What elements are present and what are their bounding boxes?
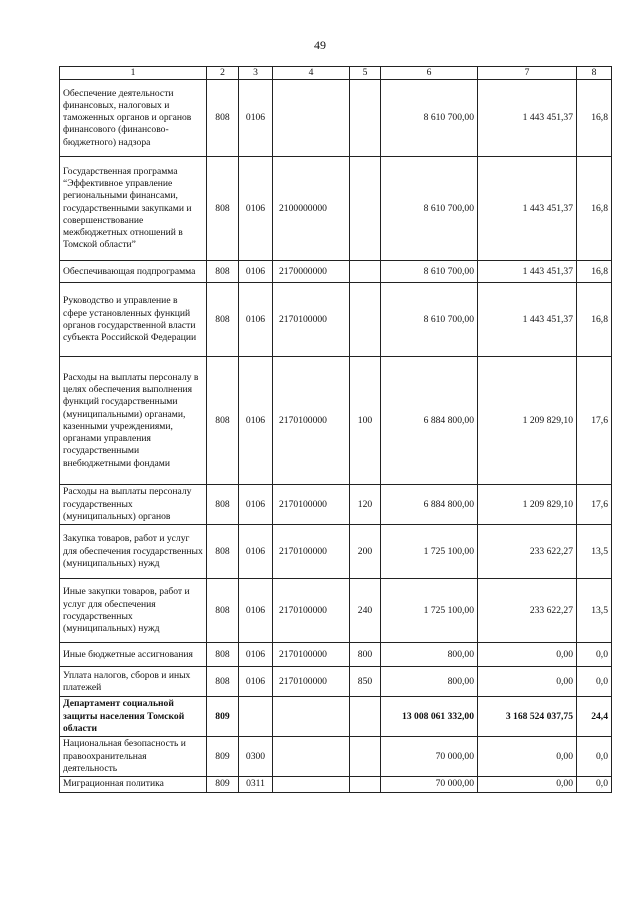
name-cell: Расходы на выплаты персоналу государственных (муниципальных) органов <box>60 485 207 525</box>
plan-cell: 8 610 700,00 <box>381 283 478 357</box>
executed-cell: 0,00 <box>478 737 577 777</box>
admin-code-cell: 809 <box>207 697 239 737</box>
executed-cell: 233 622,27 <box>478 525 577 579</box>
name-cell: Миграционная политика <box>60 777 207 792</box>
admin-code-cell: 809 <box>207 777 239 792</box>
table-row <box>60 643 612 667</box>
expense-type-cell: 240 <box>350 579 381 643</box>
section-cell: 0106 <box>239 157 273 261</box>
expense-type-cell <box>350 80 381 157</box>
plan-cell: 6 884 800,00 <box>381 485 478 525</box>
section-cell: 0300 <box>239 737 273 777</box>
target-article-cell <box>273 777 350 792</box>
name-cell: Руководство и управление в сфере установленных функций органов государственной власти субъекта Российской Федерации <box>60 283 207 357</box>
section-cell: 0106 <box>239 357 273 485</box>
name-cell: Государственная программа “Эффективное управление региональными финансами, государственными закупками и совершенствование межбюджетных отношений в Томской области” <box>60 157 207 261</box>
expense-type-cell <box>350 777 381 792</box>
expense-type-cell <box>350 157 381 261</box>
table-row <box>60 261 612 283</box>
target-article-cell: 2170100000 <box>273 283 350 357</box>
header-row <box>60 67 612 80</box>
expense-type-cell <box>350 697 381 737</box>
section-cell <box>239 697 273 737</box>
executed-cell: 0,00 <box>478 667 577 697</box>
target-article-cell: 2170100000 <box>273 525 350 579</box>
name-cell: Департамент социальной защиты населения Томской области <box>60 697 207 737</box>
table-row <box>60 667 612 697</box>
admin-code-cell: 808 <box>207 525 239 579</box>
table-row <box>60 777 612 792</box>
expense-type-cell: 850 <box>350 667 381 697</box>
expense-type-cell: 800 <box>350 643 381 667</box>
expense-type-cell: 100 <box>350 357 381 485</box>
target-article-cell: 2170100000 <box>273 667 350 697</box>
plan-cell: 8 610 700,00 <box>381 261 478 283</box>
admin-code-cell: 808 <box>207 80 239 157</box>
name-cell: Иные бюджетные ассигнования <box>60 643 207 667</box>
target-article-cell: 2170100000 <box>273 485 350 525</box>
table-row <box>60 579 612 643</box>
plan-cell: 70 000,00 <box>381 777 478 792</box>
executed-cell: 3 168 524 037,75 <box>478 697 577 737</box>
percent-cell: 16,8 <box>577 283 612 357</box>
executed-cell: 1 443 451,37 <box>478 80 577 157</box>
expense-type-cell <box>350 737 381 777</box>
expense-type-cell <box>350 283 381 357</box>
executed-cell: 233 622,27 <box>478 579 577 643</box>
header-cell: 4 <box>273 67 350 80</box>
target-article-cell: 2100000000 <box>273 157 350 261</box>
table-row <box>60 525 612 579</box>
table-row <box>60 283 612 357</box>
header-cell: 6 <box>381 67 478 80</box>
target-article-cell: 2170000000 <box>273 261 350 283</box>
target-article-cell: 2170100000 <box>273 357 350 485</box>
plan-cell: 1 725 100,00 <box>381 525 478 579</box>
percent-cell: 16,8 <box>577 261 612 283</box>
header-cell: 8 <box>577 67 612 80</box>
admin-code-cell: 809 <box>207 737 239 777</box>
executed-cell: 1 443 451,37 <box>478 283 577 357</box>
table-row <box>60 737 612 777</box>
name-cell: Закупка товаров, работ и услуг для обеспечения государственных (муниципальных) нужд <box>60 525 207 579</box>
plan-cell: 8 610 700,00 <box>381 157 478 261</box>
admin-code-cell: 808 <box>207 579 239 643</box>
section-cell: 0106 <box>239 261 273 283</box>
table-row <box>60 697 612 737</box>
table-row <box>60 80 612 157</box>
budget-table <box>59 66 612 793</box>
target-article-cell <box>273 737 350 777</box>
name-cell: Национальная безопасность и правоохранительная деятельность <box>60 737 207 777</box>
table-row <box>60 157 612 261</box>
admin-code-cell: 808 <box>207 157 239 261</box>
target-article-cell: 2170100000 <box>273 579 350 643</box>
table-row <box>60 485 612 525</box>
admin-code-cell: 808 <box>207 643 239 667</box>
target-article-cell <box>273 697 350 737</box>
header-cell: 5 <box>350 67 381 80</box>
expense-type-cell: 200 <box>350 525 381 579</box>
name-cell: Обеспечение деятельности финансовых, налоговых и таможенных органов и органов финансового (финансово-бюджетного) надзора <box>60 80 207 157</box>
executed-cell: 1 443 451,37 <box>478 157 577 261</box>
executed-cell: 1 209 829,10 <box>478 485 577 525</box>
percent-cell: 16,8 <box>577 80 612 157</box>
section-cell: 0106 <box>239 525 273 579</box>
admin-code-cell: 808 <box>207 667 239 697</box>
percent-cell: 0,0 <box>577 737 612 777</box>
percent-cell: 0,0 <box>577 777 612 792</box>
name-cell: Уплата налогов, сборов и иных платежей <box>60 667 207 697</box>
section-cell: 0106 <box>239 579 273 643</box>
table-row <box>60 357 612 485</box>
plan-cell: 1 725 100,00 <box>381 579 478 643</box>
section-cell: 0106 <box>239 485 273 525</box>
section-cell: 0106 <box>239 283 273 357</box>
percent-cell: 13,5 <box>577 525 612 579</box>
percent-cell: 16,8 <box>577 157 612 261</box>
section-cell: 0311 <box>239 777 273 792</box>
plan-cell: 800,00 <box>381 667 478 697</box>
section-cell: 0106 <box>239 667 273 697</box>
header-cell: 7 <box>478 67 577 80</box>
admin-code-cell: 808 <box>207 283 239 357</box>
target-article-cell: 2170100000 <box>273 643 350 667</box>
executed-cell: 1 209 829,10 <box>478 357 577 485</box>
executed-cell: 0,00 <box>478 777 577 792</box>
admin-code-cell: 808 <box>207 261 239 283</box>
header-cell: 1 <box>60 67 207 80</box>
executed-cell: 0,00 <box>478 643 577 667</box>
plan-cell: 8 610 700,00 <box>381 80 478 157</box>
name-cell: Обеспечивающая подпрограмма <box>60 261 207 283</box>
section-cell: 0106 <box>239 80 273 157</box>
name-cell: Расходы на выплаты персоналу в целях обеспечения выполнения функций государственными (муниципальными) органами, казенными учреждениями, органами управления государственными внебюджетными фондами <box>60 357 207 485</box>
expense-type-cell: 120 <box>350 485 381 525</box>
section-cell: 0106 <box>239 643 273 667</box>
target-article-cell <box>273 80 350 157</box>
percent-cell: 13,5 <box>577 579 612 643</box>
header-cell: 2 <box>207 67 239 80</box>
percent-cell: 0,0 <box>577 643 612 667</box>
plan-cell: 70 000,00 <box>381 737 478 777</box>
percent-cell: 0,0 <box>577 667 612 697</box>
expense-type-cell <box>350 261 381 283</box>
percent-cell: 17,6 <box>577 357 612 485</box>
plan-cell: 800,00 <box>381 643 478 667</box>
header-cell: 3 <box>239 67 273 80</box>
admin-code-cell: 808 <box>207 357 239 485</box>
name-cell: Иные закупки товаров, работ и услуг для обеспечения государственных (муниципальных) нужд <box>60 579 207 643</box>
percent-cell: 24,4 <box>577 697 612 737</box>
admin-code-cell: 808 <box>207 485 239 525</box>
page-number: 49 <box>314 38 326 52</box>
plan-cell: 6 884 800,00 <box>381 357 478 485</box>
executed-cell: 1 443 451,37 <box>478 261 577 283</box>
plan-cell: 13 008 061 332,00 <box>381 697 478 737</box>
percent-cell: 17,6 <box>577 485 612 525</box>
